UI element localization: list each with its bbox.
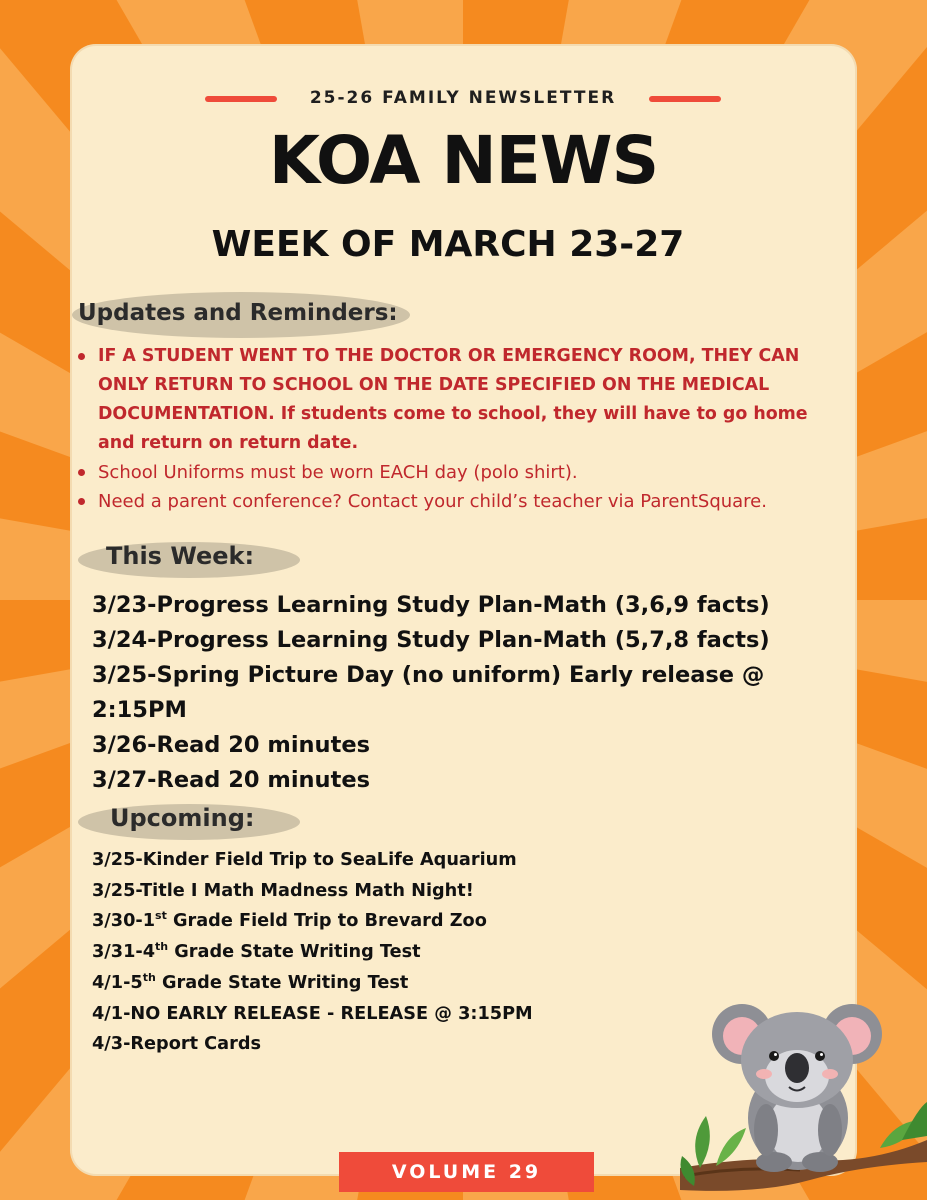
- bullet-icon: [78, 498, 85, 505]
- ordinal-suffix: th: [155, 940, 169, 954]
- upcoming-list: [92, 845, 652, 1060]
- list-item: [76, 458, 846, 487]
- list-item: [76, 342, 846, 458]
- list-item: [92, 845, 652, 876]
- bullet-icon: [78, 353, 85, 360]
- bullet-icon: [78, 469, 85, 476]
- list-item: 3/24-Progress Learning Study Plan-Math (5,7,8 facts): [92, 627, 770, 653]
- updates-heading: Updates and Reminders:: [78, 300, 398, 326]
- list-item: [92, 876, 652, 907]
- list-item: [92, 999, 652, 1030]
- list-item: [92, 968, 652, 999]
- this-week-list: [92, 588, 832, 798]
- event-text: 3/30-1: [92, 911, 156, 932]
- list-item: 2:15PM: [92, 697, 187, 723]
- header-rule-left: [205, 96, 277, 102]
- list-item: [92, 906, 652, 937]
- reminder-text: Need a parent conference? Contact your child’s teacher via ParentSquare.: [98, 491, 767, 512]
- ordinal-suffix: st: [155, 909, 167, 923]
- event-text: Grade State Writing Test: [168, 942, 421, 963]
- newsletter-title: KOA NEWS: [268, 122, 659, 199]
- header-rule-right: [649, 96, 721, 102]
- list-item: [76, 487, 846, 516]
- event-text: 4/3-Report Cards: [92, 1034, 262, 1055]
- event-text: 3/25-Title I Math Madness Math Night!: [92, 880, 474, 901]
- event-text: Grade Field Trip to Brevard Zoo: [166, 911, 487, 932]
- this-week-heading: This Week:: [106, 542, 255, 570]
- upcoming-heading: Upcoming:: [110, 804, 255, 832]
- newsletter-kicker: 25-26 FAMILY NEWSLETTER: [309, 88, 617, 108]
- koala-icon: [680, 990, 927, 1200]
- list-item: 3/23-Progress Learning Study Plan-Math (3,6,9 facts): [92, 592, 770, 618]
- list-item: 3/27-Read 20 minutes: [92, 767, 370, 793]
- event-text: 4/1-NO EARLY RELEASE - RELEASE @ 3:15PM: [92, 1003, 533, 1024]
- week-of-heading: WEEK OF MARCH 23-27: [211, 224, 685, 265]
- list-item: 3/25-Spring Picture Day (no uniform) Early release @: [92, 662, 765, 688]
- updates-list: [76, 342, 846, 516]
- event-text: Grade State Writing Test: [155, 972, 409, 993]
- list-item: 3/26-Read 20 minutes: [92, 732, 370, 758]
- list-item: [92, 937, 652, 968]
- reminder-caps-text: IF A STUDENT WENT TO THE DOCTOR OR EMERGENCY ROOM, THEY CAN ONLY RETURN TO SCHOOL ON THE DATE SPECIFIED ON THE MEDICAL DOCUMENTATION.: [98, 346, 800, 424]
- list-item: [92, 1029, 652, 1060]
- ordinal-suffix: th: [142, 970, 156, 984]
- event-text: 3/25-Kinder Field Trip to SeaLife Aquarium: [92, 850, 517, 870]
- reminder-tail-text: If students come to school, they will have to go home and return on return date.: [98, 404, 808, 453]
- event-text: 3/31-4: [92, 942, 156, 963]
- volume-badge: VOLUME 29: [339, 1152, 594, 1192]
- event-text: 4/1-5: [92, 972, 143, 993]
- reminder-text: School Uniforms must be worn EACH day (polo shirt).: [98, 462, 578, 483]
